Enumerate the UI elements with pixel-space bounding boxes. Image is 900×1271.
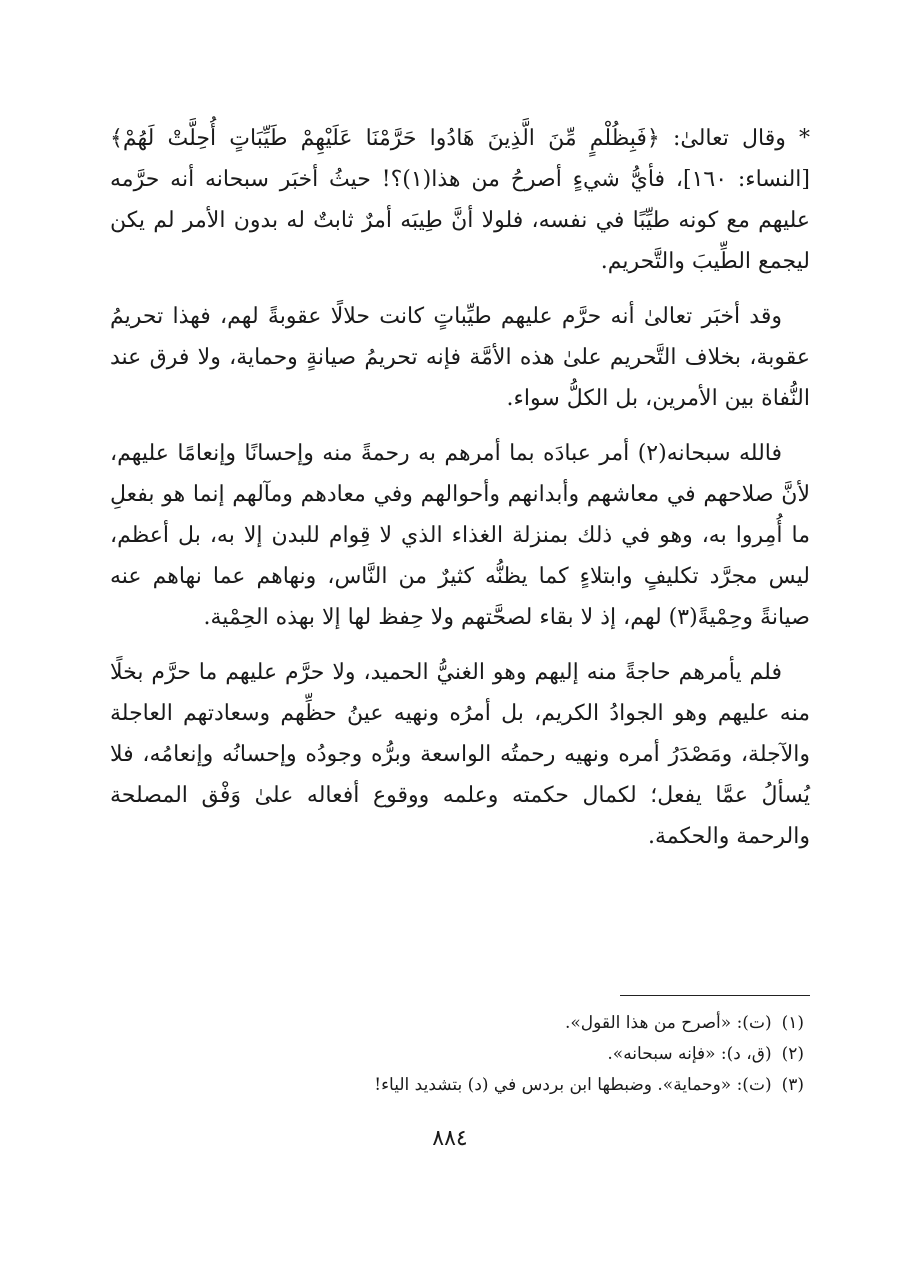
footnotes: [110, 995, 810, 1101]
footnote-number: (٣): [781, 1075, 804, 1095]
footnote-item: [110, 1008, 804, 1039]
footnote-text: (ت): «أصرح من هذا القول».: [564, 1013, 772, 1033]
paragraph-punishment: وقد أخبَر تعالىٰ أنه حرَّم عليهم طيِّباتٍ كانت حلالًا عقوبةً لهم، فهذا تحريمُ عقوبة، بخلاف التَّحريم علىٰ هذه الأمَّة فإنه تحريمُ صيانةٍ وحماية، ولا فرق عند النُّفاة بين الأمرين، بل الكلُّ سواء.: [110, 304, 810, 411]
main-text: [110, 118, 810, 871]
page-number: ٨٨٤: [432, 1126, 468, 1151]
footnote-item: [110, 1070, 804, 1101]
footnote-text: (ق، د): «فإنه سبحانه».: [607, 1044, 772, 1064]
footnote-item: [110, 1039, 804, 1070]
paragraph-self-sufficiency: فلم يأمرهم حاجةً منه إليهم وهو الغنيُّ الحميد، ولا حرَّم عليهم ما حرَّم بخلًا منه عليهم وهو الجوادُ الكريم، بل أمرُه ونهيه عينُ حظِّهم وسعادتهم العاجلة والآجلة، ومَصْدَرُ أمره ونهيه رحمتُه الواسعة وبرُّه وجودُه وإحسانُه وإنعامُه، فلا يُسألُ عمَّا يفعل؛ لكمال حكمته وعلمه ووقوع أفعاله علىٰ وَفْق المصلحة والرحمة والحكمة.: [110, 660, 810, 849]
paragraph-command-mercy: فالله سبحانه(٢) أمر عبادَه بما أمرهم به رحمةً منه وإحسانًا وإنعامًا عليهم، لأنَّ صلاحهم في معاشهم وأبدانهم وأحوالهم وفي معادهم ومآلهم إنما هو بفعلِ ما أُمِروا به، وهو في ذلك بمنزلة الغذاء الذي لا قِوام للبدن إلا به، بل أعظم، ليس مجرَّد تكليفٍ وابتلاءٍ كما يظنُّه كثيرٌ من النَّاس، ونهاهم عما نهاهم عنه صيانةً وحِمْيةً(٣) لهم، إذ لا بقاء لصحَّتهم ولا حِفظ لها إلا بهذه الحِمْية.: [110, 441, 810, 630]
footnote-text: (ت): «وحماية». وضبطها ابن بردس في (د) بتشديد الياء!: [374, 1075, 772, 1095]
paragraph-verse: * وقال تعالىٰ: ﴿فَبِظُلْمٍ مِّنَ الَّذِينَ هَادُوا حَرَّمْنَا عَلَيْهِمْ طَيِّبَاتٍ أُحِلَّتْ لَهُمْ﴾ [النساء: ١٦٠]، فأيُّ شيءٍ أصرحُ من هذا(١)؟! حيثُ أخبَر سبحانه أنه حرَّمه عليهم مع كونه طيِّبًا في نفسه، فلولا أنَّ طِيبَه أمرٌ ثابتٌ له بدون الأمر لم يكن ليجمع الطِّيبَ والتَّحريم.: [110, 126, 811, 274]
footnote-number: (٢): [781, 1044, 804, 1064]
footnote-divider: [620, 995, 810, 996]
footnote-number: (١): [781, 1013, 804, 1033]
